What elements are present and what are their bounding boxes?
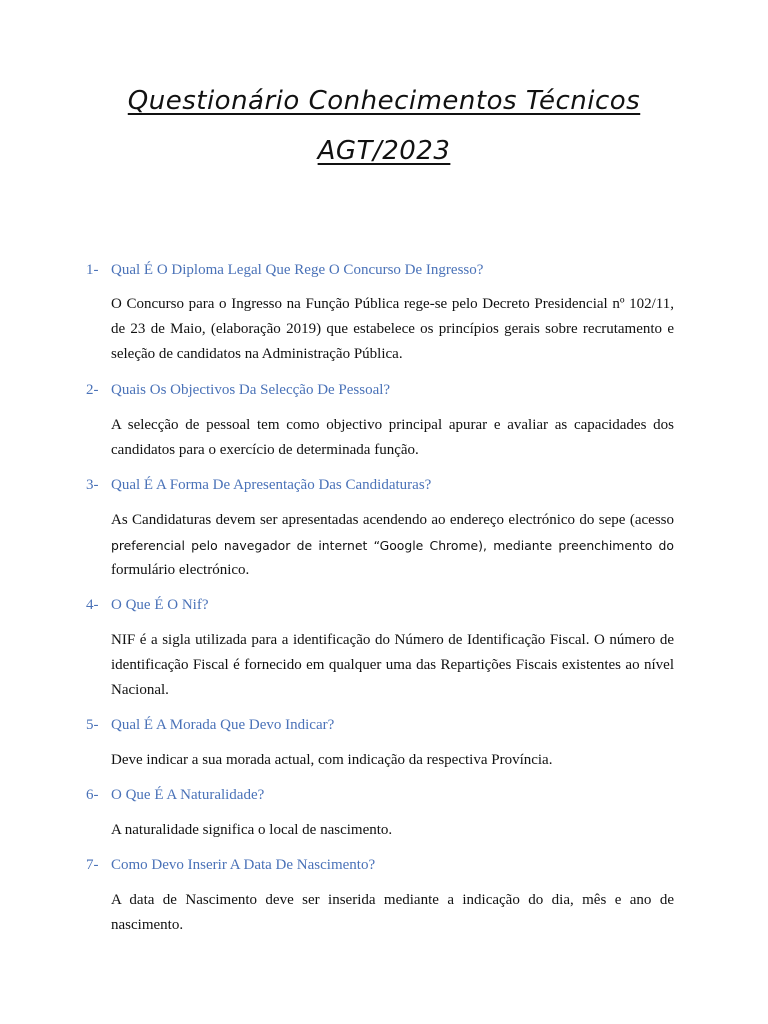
question-number: 7- (86, 857, 99, 873)
question-6 (86, 787, 264, 804)
document-title-line-2: AGT/2023 (317, 136, 451, 166)
question-number: 5- (86, 717, 99, 733)
question-3 (86, 477, 431, 494)
document-title (0, 86, 768, 116)
answer-3-line-3: formulário electrónico. (111, 562, 250, 578)
question-text: O Que É A Naturalidade? (111, 787, 265, 803)
question-text: O Que É O Nif? (111, 597, 209, 613)
answer-5: Deve indicar a sua morada actual, com indicação da respectiva Província. (111, 752, 553, 768)
answer-3-line-1: As Candidaturas devem ser apresentadas acendendo ao endereço electrónico do sepe (acesso (111, 512, 674, 528)
question-5 (86, 717, 334, 734)
answer-4: NIF é a sigla utilizada para a identificação do Número de Identificação Fiscal. O número de identificação Fiscal é fornecido em qualquer uma das Repartições Fiscais existentes ao nível Nacional. (111, 632, 674, 698)
answer-3 (111, 508, 674, 583)
answer-6: A naturalidade significa o local de nascimento. (111, 822, 393, 838)
question-text: Qual É A Forma De Apresentação Das Candidaturas? (111, 477, 432, 493)
question-number: 6- (86, 787, 99, 803)
document-subtitle (0, 136, 768, 166)
question-2 (86, 382, 390, 399)
document-title-line-1: Questionário Conhecimentos Técnicos (127, 86, 641, 116)
question-number: 2- (86, 382, 99, 398)
answer-2: A selecção de pessoal tem como objectivo principal apurar e avaliar as capacidades dos candidatos para o exercício de determinada função. (111, 417, 674, 458)
question-text: Qual É A Morada Que Devo Indicar? (111, 717, 335, 733)
question-number: 1- (86, 262, 99, 278)
question-number: 4- (86, 597, 99, 613)
answer-3-line-2: preferencial pelo navegador de internet “Google Chrome), mediante preenchimento do (111, 538, 674, 553)
question-text: Quais Os Objectivos Da Selecção De Pessoal? (111, 382, 391, 398)
question-number: 3- (86, 477, 99, 493)
answer-1: O Concurso para o Ingresso na Função Pública rege-se pelo Decreto Presidencial nº 102/11, de 23 de Maio, (elaboração 2019) que estabelece os princípios gerais sobre recrutamento e seleção de candidatos na Administração Pública. (111, 296, 674, 362)
question-1 (86, 262, 483, 279)
question-text: Como Devo Inserir A Data De Nascimento? (111, 857, 376, 873)
question-7 (86, 857, 375, 874)
answer-7: A data de Nascimento deve ser inserida mediante a indicação do dia, mês e ano de nascimento. (111, 892, 674, 933)
question-text: Qual É O Diploma Legal Que Rege O Concurso De Ingresso? (111, 262, 484, 278)
question-4 (86, 597, 208, 614)
